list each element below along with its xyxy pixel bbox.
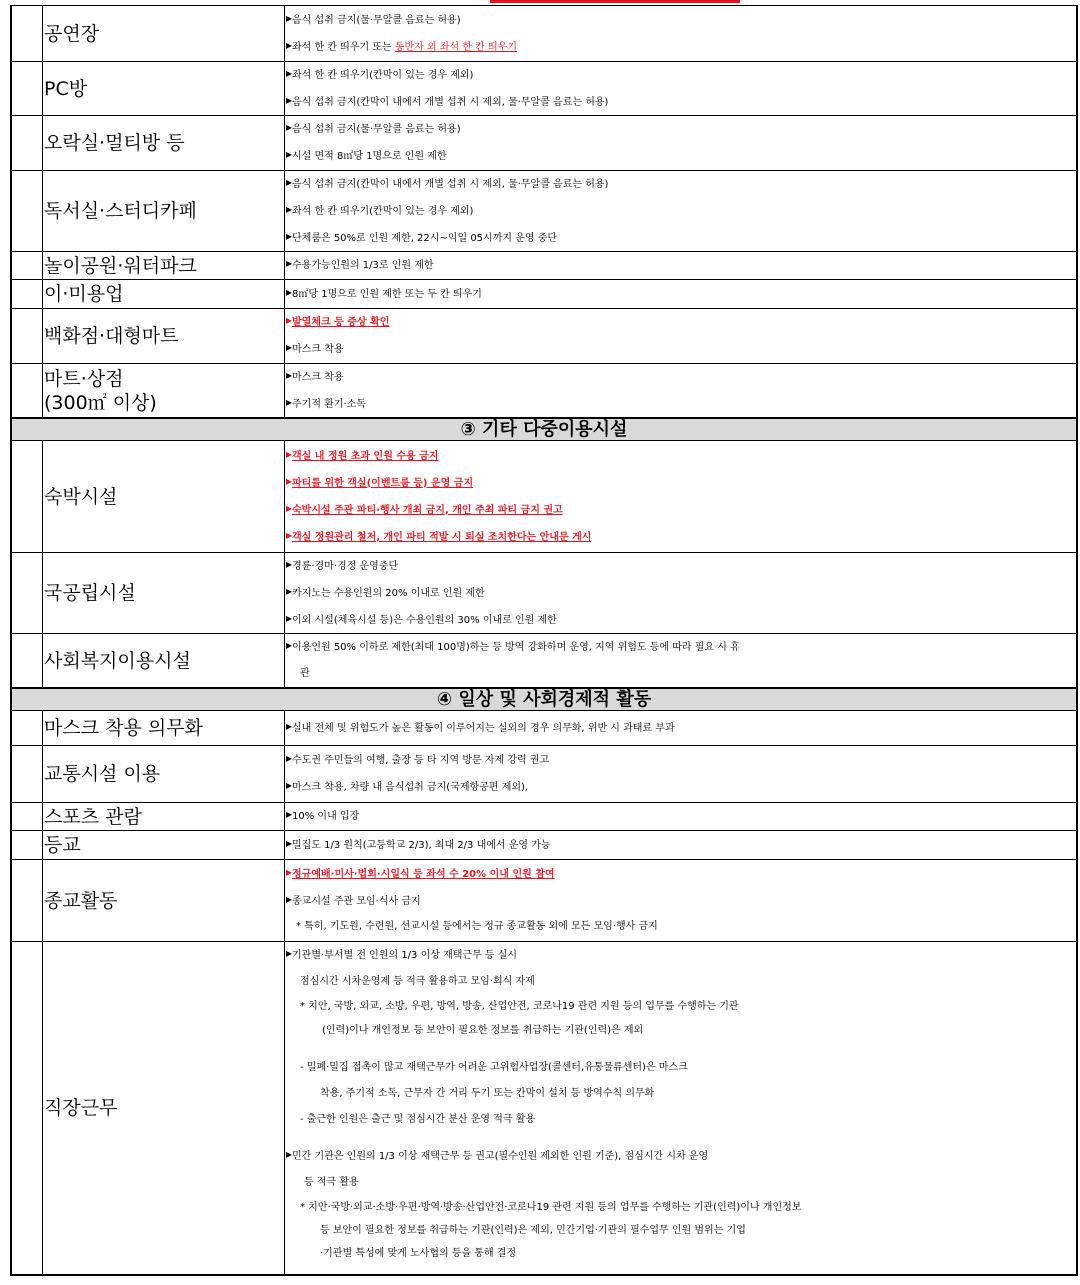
footnote-cont: ·기관별 특성에 맞게 노사협의 등을 통해 결정: [320, 1248, 517, 1259]
measure-line: ▸실내 전체 및 위험도가 높은 활동이 이루어지는 실외의 경우 의무화, 위반 시 과태료 부과: [286, 718, 675, 734]
table-row: [10, 279, 1078, 308]
measure-line: ▸8㎡당 1명으로 인원 제한 또는 두 칸 띄우기: [286, 284, 482, 300]
measure-line: ▸수용가능인원의 1/3로 인원 제한: [286, 256, 434, 271]
footnote: * 치안, 국방, 외교, 소방, 우편, 방역, 방송, 산업안전, 코로나19 관련 지원 등의 업무를 수행하는 기관: [300, 1001, 739, 1012]
category-label: 종교활동: [44, 889, 118, 912]
measure-line: ▸종교시설 주관 모임·식사 금지: [286, 892, 421, 907]
category-label: 공연장: [44, 22, 100, 45]
measure-line: ▸주기적 환기·소독: [286, 394, 366, 410]
category-label: 백화점·대형마트: [44, 325, 179, 347]
measure-line: ▸카지노는 수용인원의 20% 이내로 인원 제한: [286, 583, 485, 599]
footnote-cont: (인력)이나 개인정보 등 보안이 필요한 정보를 취급하는 기관(인력)은 제외: [322, 1025, 644, 1036]
measure-line: ▸음식 섭취 금지(물·무알콜 음료는 허용): [286, 10, 461, 26]
category-label: 교통시설 이용: [44, 763, 161, 785]
measure-line-cont: 관: [300, 668, 310, 679]
section-header: ④ 일상 및 사회경제적 활동: [10, 687, 1078, 711]
measure-line-emphasis: ▸숙박시설 주관 파티·행사 개최 금지, 개인 주최 파티 금지 권고: [286, 500, 563, 516]
measure-line: ▸좌석 한 칸 띄우기(칸막이 있는 경우 제외): [286, 201, 474, 217]
category-label: PC방: [44, 77, 88, 100]
category-label: 등교: [44, 834, 81, 856]
measure-line-emphasis: ▸발열체크 등 증상 확인: [286, 313, 390, 328]
category-cell: [41, 6, 285, 61]
measure-line-emphasis: ▸객실 내 정원 초과 인원 수용 금지: [286, 446, 439, 462]
section-header: ③ 기타 다중이용시설: [10, 417, 1078, 441]
measure-line: ▸수도권 주민들의 여행, 출장 등 타 지역 방문 자제 강력 권고: [286, 751, 550, 766]
measure-line: ▸단체룸은 50%로 인원 제한, 22시~익일 05시까지 운영 중단: [286, 228, 558, 244]
table-row: [10, 5, 1078, 61]
measure-line: ▸이외 시설(체육시설 등)은 수용인원의 30% 이내로 인원 제한: [286, 610, 557, 626]
measure-line: ▸음식 섭취 금지(칸막이 내에서 개별 섭취 시 제외, 물·무알콜 음료는 허용): [286, 174, 609, 190]
measure-line: ▸음식 섭취 금지(칸막이 내에서 개별 섭취 시 제외, 물·무알콜 음료는 허용): [286, 92, 609, 108]
table-row: [10, 308, 1078, 363]
dash-line: - 출근한 인원은 출근 및 점심시간 분산 운영 적극 활용: [300, 1114, 536, 1125]
category-label: 국공립시설: [44, 582, 136, 604]
category-label: 마트·상점: [44, 367, 124, 390]
measure-line-emphasis: ▸정규예배·미사·법회·시일식 등 좌석 수 20% 이내 인원 참여: [286, 865, 555, 880]
category-label: 독서실·스터디카페: [44, 200, 197, 222]
dash-line-cont: 착용, 주기적 소독, 근무자 간 거리 두기 또는 칸막이 설치 등 방역수칙 의무화: [320, 1088, 655, 1099]
top-red-underline: [490, 0, 740, 3]
category-label: 스포츠 관람: [44, 805, 142, 828]
table-row: [10, 830, 1078, 859]
measure-line-cont: 점심시간 시차운영제 등 적극 활용하고 모임·회식 자제: [300, 976, 535, 987]
table-row: [10, 711, 1078, 745]
table-row: [10, 633, 1078, 687]
measure-line: ▸민간 기관은 인원의 1/3 이상 재택근무 등 권고(필수인원 제외한 인원 기준), 점심시간 시차 운영: [286, 1147, 709, 1162]
measure-line: ▸마스크 착용, 차량 내 음식섭취 금지(국제항공편 제외),: [286, 778, 529, 793]
table-row: [10, 745, 1078, 802]
category-label: 사회복지이용시설: [44, 649, 191, 672]
category-label: 오락실·멀티방 등: [44, 132, 185, 154]
category-label: 마스크 착용 의무화: [44, 717, 203, 739]
measure-line: ▸좌석 한 칸 띄우기(칸막이 있는 경우 제외): [286, 65, 474, 81]
category-sublabel: (300㎡ 이상): [44, 391, 157, 414]
footnote: * 치안·국방·외교·소방·우편·방역·방송·산업안전·코로나19 관련 지원 등의 업무를 수행하는 기관(인력)이나 개인정보: [300, 1202, 802, 1213]
table-row: [10, 859, 1078, 941]
measure-line: ▸10% 이내 입장: [286, 807, 360, 822]
table-row: [10, 61, 1078, 115]
table-row: [10, 363, 1078, 417]
measure-line-emphasis: ▸파티를 위한 객실(이벤트룸 등) 운영 금지: [286, 473, 474, 489]
table-row: [10, 941, 1078, 1274]
dash-line: - 밀폐·밀집 접촉이 많고 재택근무가 어려운 고위험사업장(콜센터,유통물류센터)은 마스크: [300, 1062, 688, 1073]
measure-line: ▸마스크 착용: [286, 340, 344, 355]
category-label: 이·미용업: [44, 283, 124, 305]
category-label: 숙박시설: [44, 485, 118, 508]
measure-line: ▸경륜·경마·경정 운영중단: [286, 556, 399, 572]
category-label: 직장근무: [44, 1097, 118, 1119]
measure-line: ▸이용인원 50% 이하로 제한(최대 100명)하는 등 방역 강화하며 운영, 지역 위험도 등에 따라 필요 시 휴: [286, 638, 740, 653]
table-row: [10, 251, 1078, 279]
measure-line-emphasis: ▸객실 정원관리 철저, 개인 파티 적발 시 퇴실 조치한다는 안내문 게시: [286, 527, 592, 543]
table-row: [10, 441, 1078, 552]
measure-line: ▸시설 면적 8㎡당 1명으로 인원 제한: [286, 147, 447, 162]
footnote-cont: 등 보안이 필요한 정보를 취급하는 기관(인력)은 제외, 민간기업·기관의 필수업무 인원 범위는 기업: [320, 1225, 746, 1236]
measure-line: ▸좌석 한 칸 띄우기 또는 동반자 외 좌석 한 칸 띄우기: [286, 37, 517, 53]
measures-table: [10, 0, 1078, 1276]
footnote: * 특히, 기도원, 수련원, 선교시설 등에서는 정규 종교활동 외에 모든 모임·행사 금지: [296, 921, 658, 932]
table-row: [10, 552, 1078, 633]
table-row: [10, 115, 1078, 170]
highlight-text: 동반자 외 좌석 한 칸 띄우기: [394, 41, 517, 53]
category-label: 놀이공원·워터파크: [44, 254, 197, 277]
table-bottom-border: [10, 1274, 1078, 1276]
measure-line: ▸음식 섭취 금지(물·무알콜 음료는 허용): [286, 120, 461, 135]
measure-line: ▸밀집도 1/3 원칙(고등학교 2/3), 최대 2/3 내에서 운영 가능: [286, 835, 551, 851]
measure-line-cont: 등 적극 활용: [304, 1177, 359, 1188]
table-row: [10, 170, 1078, 251]
measure-line: ▸기관별·부서별 전 인원의 1/3 이상 재택근무 등 실시: [286, 946, 518, 961]
table-row: [10, 802, 1078, 830]
measure-line: ▸마스크 착용: [286, 367, 344, 383]
